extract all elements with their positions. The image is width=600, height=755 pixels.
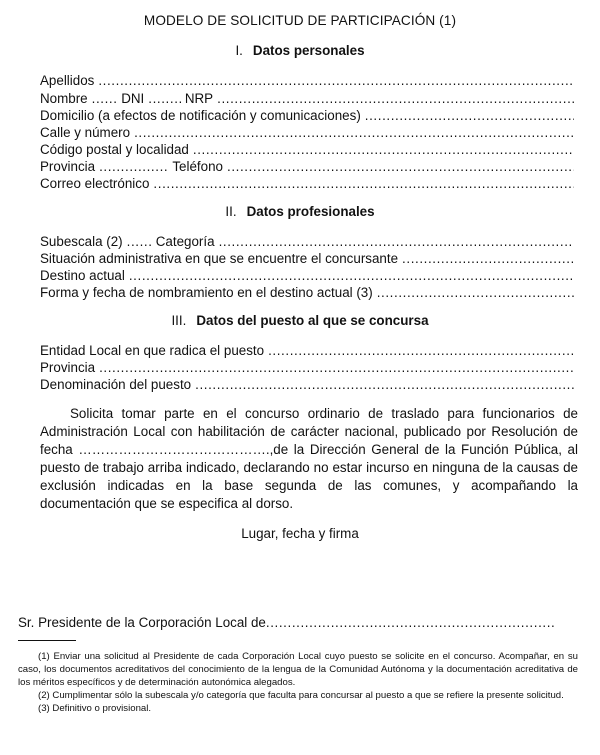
calle-label: Calle y número	[40, 125, 131, 140]
destino-label: Destino actual	[40, 268, 125, 283]
entidad-label: Entidad Local en que radica el puesto	[40, 343, 265, 358]
footnote-2: (2) Cumplimentar sólo la subescala y/o categoría que faculta para concursar al puesto a que se refiere la presente solicitud.	[38, 690, 564, 701]
destino-field[interactable]	[40, 267, 577, 284]
section-profesional-heading	[0, 204, 600, 219]
calle-blank[interactable]	[134, 124, 574, 141]
subescala-blank[interactable]	[127, 233, 153, 250]
categoria-label: Categoría	[155, 234, 215, 249]
footnotes	[18, 650, 578, 715]
subescala-label: Subescala (2)	[40, 234, 123, 249]
nrp-blank[interactable]	[217, 90, 574, 107]
request-paragraph	[40, 405, 578, 513]
apellidos-field[interactable]	[40, 72, 577, 89]
apellidos-blank[interactable]	[98, 72, 574, 89]
puesto-provincia-label: Provincia	[40, 360, 96, 375]
categoria-blank[interactable]	[219, 233, 574, 250]
codigo-postal-blank[interactable]	[193, 141, 574, 158]
section-label: Datos personales	[252, 43, 365, 58]
forma-blank[interactable]	[377, 284, 574, 301]
section-number: III.	[171, 313, 187, 328]
codigo-postal-field[interactable]	[40, 141, 577, 158]
denominacion-blank[interactable]	[195, 376, 574, 393]
destino-blank[interactable]	[129, 267, 574, 284]
signature-line: Lugar, fecha y firma	[241, 526, 359, 541]
domicilio-label: Domicilio (a efectos de notificación y comunicaciones)	[40, 108, 361, 123]
calle-field[interactable]	[40, 124, 577, 141]
situacion-field[interactable]	[40, 250, 577, 267]
section-label: Datos profesionales	[246, 204, 375, 219]
forma-field[interactable]	[40, 284, 577, 301]
provincia-label: Provincia	[40, 159, 96, 174]
puesto-provincia-field[interactable]	[40, 359, 577, 376]
request-text-start: Solicita tomar parte en el concurso ordinario de traslado para funcionarios de Administración Local con habilitación de carácter nacional, publicado por Resolución de fecha	[40, 406, 578, 457]
dni-label: DNI	[121, 91, 145, 106]
addressee-label: Sr. Presidente de la Corporación Local de	[18, 615, 266, 630]
situacion-blank[interactable]	[402, 250, 574, 267]
forma-label: Forma y fecha de nombramiento en el destino actual (3)	[40, 285, 373, 300]
nombre-dni-nrp-row	[40, 90, 577, 107]
correo-field[interactable]	[40, 175, 577, 192]
section-label: Datos del puesto al que se concursa	[196, 313, 429, 328]
domicilio-blank[interactable]	[365, 107, 574, 124]
apellidos-label: Apellidos	[40, 73, 95, 88]
entidad-blank[interactable]	[268, 342, 574, 359]
nombre-label: Nombre	[40, 91, 88, 106]
form-title: MODELO DE SOLICITUD DE PARTICIPACIÓN (1)	[143, 13, 457, 28]
correo-label: Correo electrónico	[40, 176, 150, 191]
request-text-end: ,de la Dirección General de la Función Pública, al puesto de trabajo arriba indicado, declarando no estar incurso en ninguna de la causas de exclusión indicadas en la base segunda de las comunes, y acompañando la documentación que se especifica al dorso.	[40, 442, 578, 511]
situacion-label: Situación administrativa en que se encuentre el concursante	[40, 251, 399, 266]
correo-blank[interactable]	[153, 175, 574, 192]
dni-blank[interactable]	[148, 90, 182, 107]
provincia-telefono-row	[40, 158, 577, 175]
section-number: II.	[225, 204, 237, 219]
section-puesto-heading	[0, 313, 600, 328]
telefono-label: Teléfono	[172, 159, 223, 174]
footnote-3: (3) Definitivo o provisional.	[38, 703, 152, 714]
resolution-date-blank[interactable]: …………………………………….	[78, 442, 270, 457]
section-number: I.	[235, 43, 243, 58]
addressee-line	[18, 614, 578, 631]
denominacion-field[interactable]	[40, 376, 577, 393]
subescala-categoria-row	[40, 233, 577, 250]
denominacion-label: Denominación del puesto	[40, 377, 192, 392]
entidad-field[interactable]	[40, 342, 577, 359]
nrp-label: NRP	[184, 91, 214, 106]
telefono-blank[interactable]	[227, 158, 574, 175]
footnote-divider	[18, 640, 76, 641]
codigo-postal-label: Código postal y localidad	[40, 142, 189, 157]
domicilio-field[interactable]	[40, 107, 577, 124]
footnote-1: (1) Enviar una solicitud al Presidente de cada Corporación Local cuyo puesto se solicite en el concurso. Acompañar, en su caso, los documentos acreditativos del conocimiento de la lengua de la Comunidad Autónoma y la documentación acreditativa de los méritos específicos y de determinación autonómica alegados.	[18, 651, 578, 688]
provincia-blank[interactable]	[99, 158, 169, 175]
section-personal-heading	[0, 43, 600, 58]
puesto-provincia-blank[interactable]	[99, 359, 574, 376]
addressee-blank[interactable]	[266, 614, 556, 631]
nombre-blank[interactable]	[92, 90, 119, 107]
